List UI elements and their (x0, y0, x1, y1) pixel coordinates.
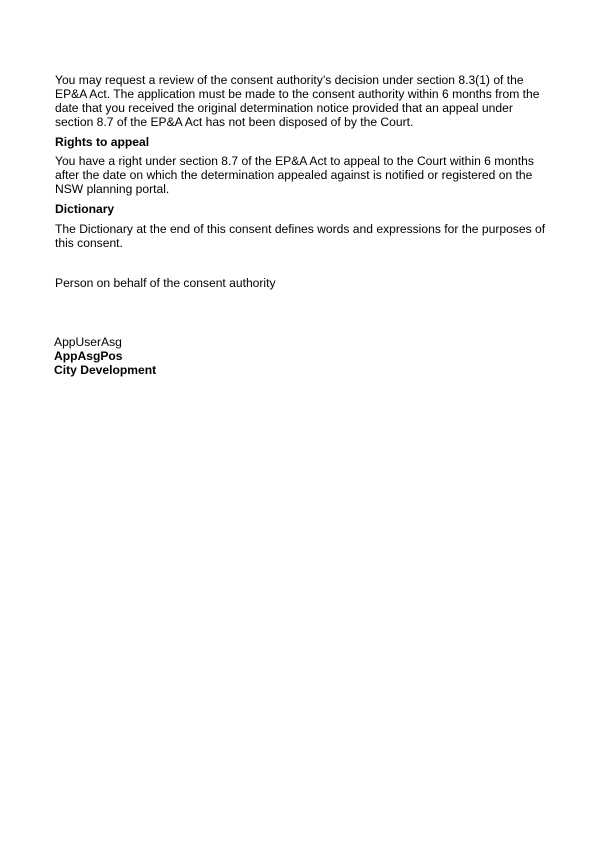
dictionary-line: The Dictionary at the end of this consent defines words and expressions for the purposes of (55, 222, 546, 236)
signature-department: City Development (54, 363, 157, 377)
signature-intro: Person on behalf of the consent authority (55, 276, 276, 290)
rights-paragraph (55, 154, 555, 196)
dictionary-paragraph (55, 222, 555, 250)
dictionary-heading: Dictionary (55, 202, 115, 216)
review-line: You may request a review of the consent authority’s decision under section 8.3(1) of the (55, 73, 524, 87)
rights-line: after the date on which the determination appealed against is notified or registered on the (55, 168, 533, 182)
signature-position: AppAsgPos (54, 349, 123, 363)
review-paragraph (55, 73, 555, 129)
review-line: date that you received the original determination notice provided that an appeal under (55, 101, 513, 115)
rights-to-appeal-heading: Rights to appeal (55, 135, 150, 149)
dictionary-line: this consent. (55, 236, 123, 250)
review-line: EP&A Act. The application must be made to the consent authority within 6 months from the (55, 87, 540, 101)
signature-user: AppUserAsg (54, 335, 122, 349)
rights-line: You have a right under section 8.7 of the EP&A Act to appeal to the Court within 6 months (55, 154, 534, 168)
review-line: section 8.7 of the EP&A Act has not been disposed of by the Court. (55, 115, 414, 129)
rights-line: NSW planning portal. (55, 182, 170, 196)
